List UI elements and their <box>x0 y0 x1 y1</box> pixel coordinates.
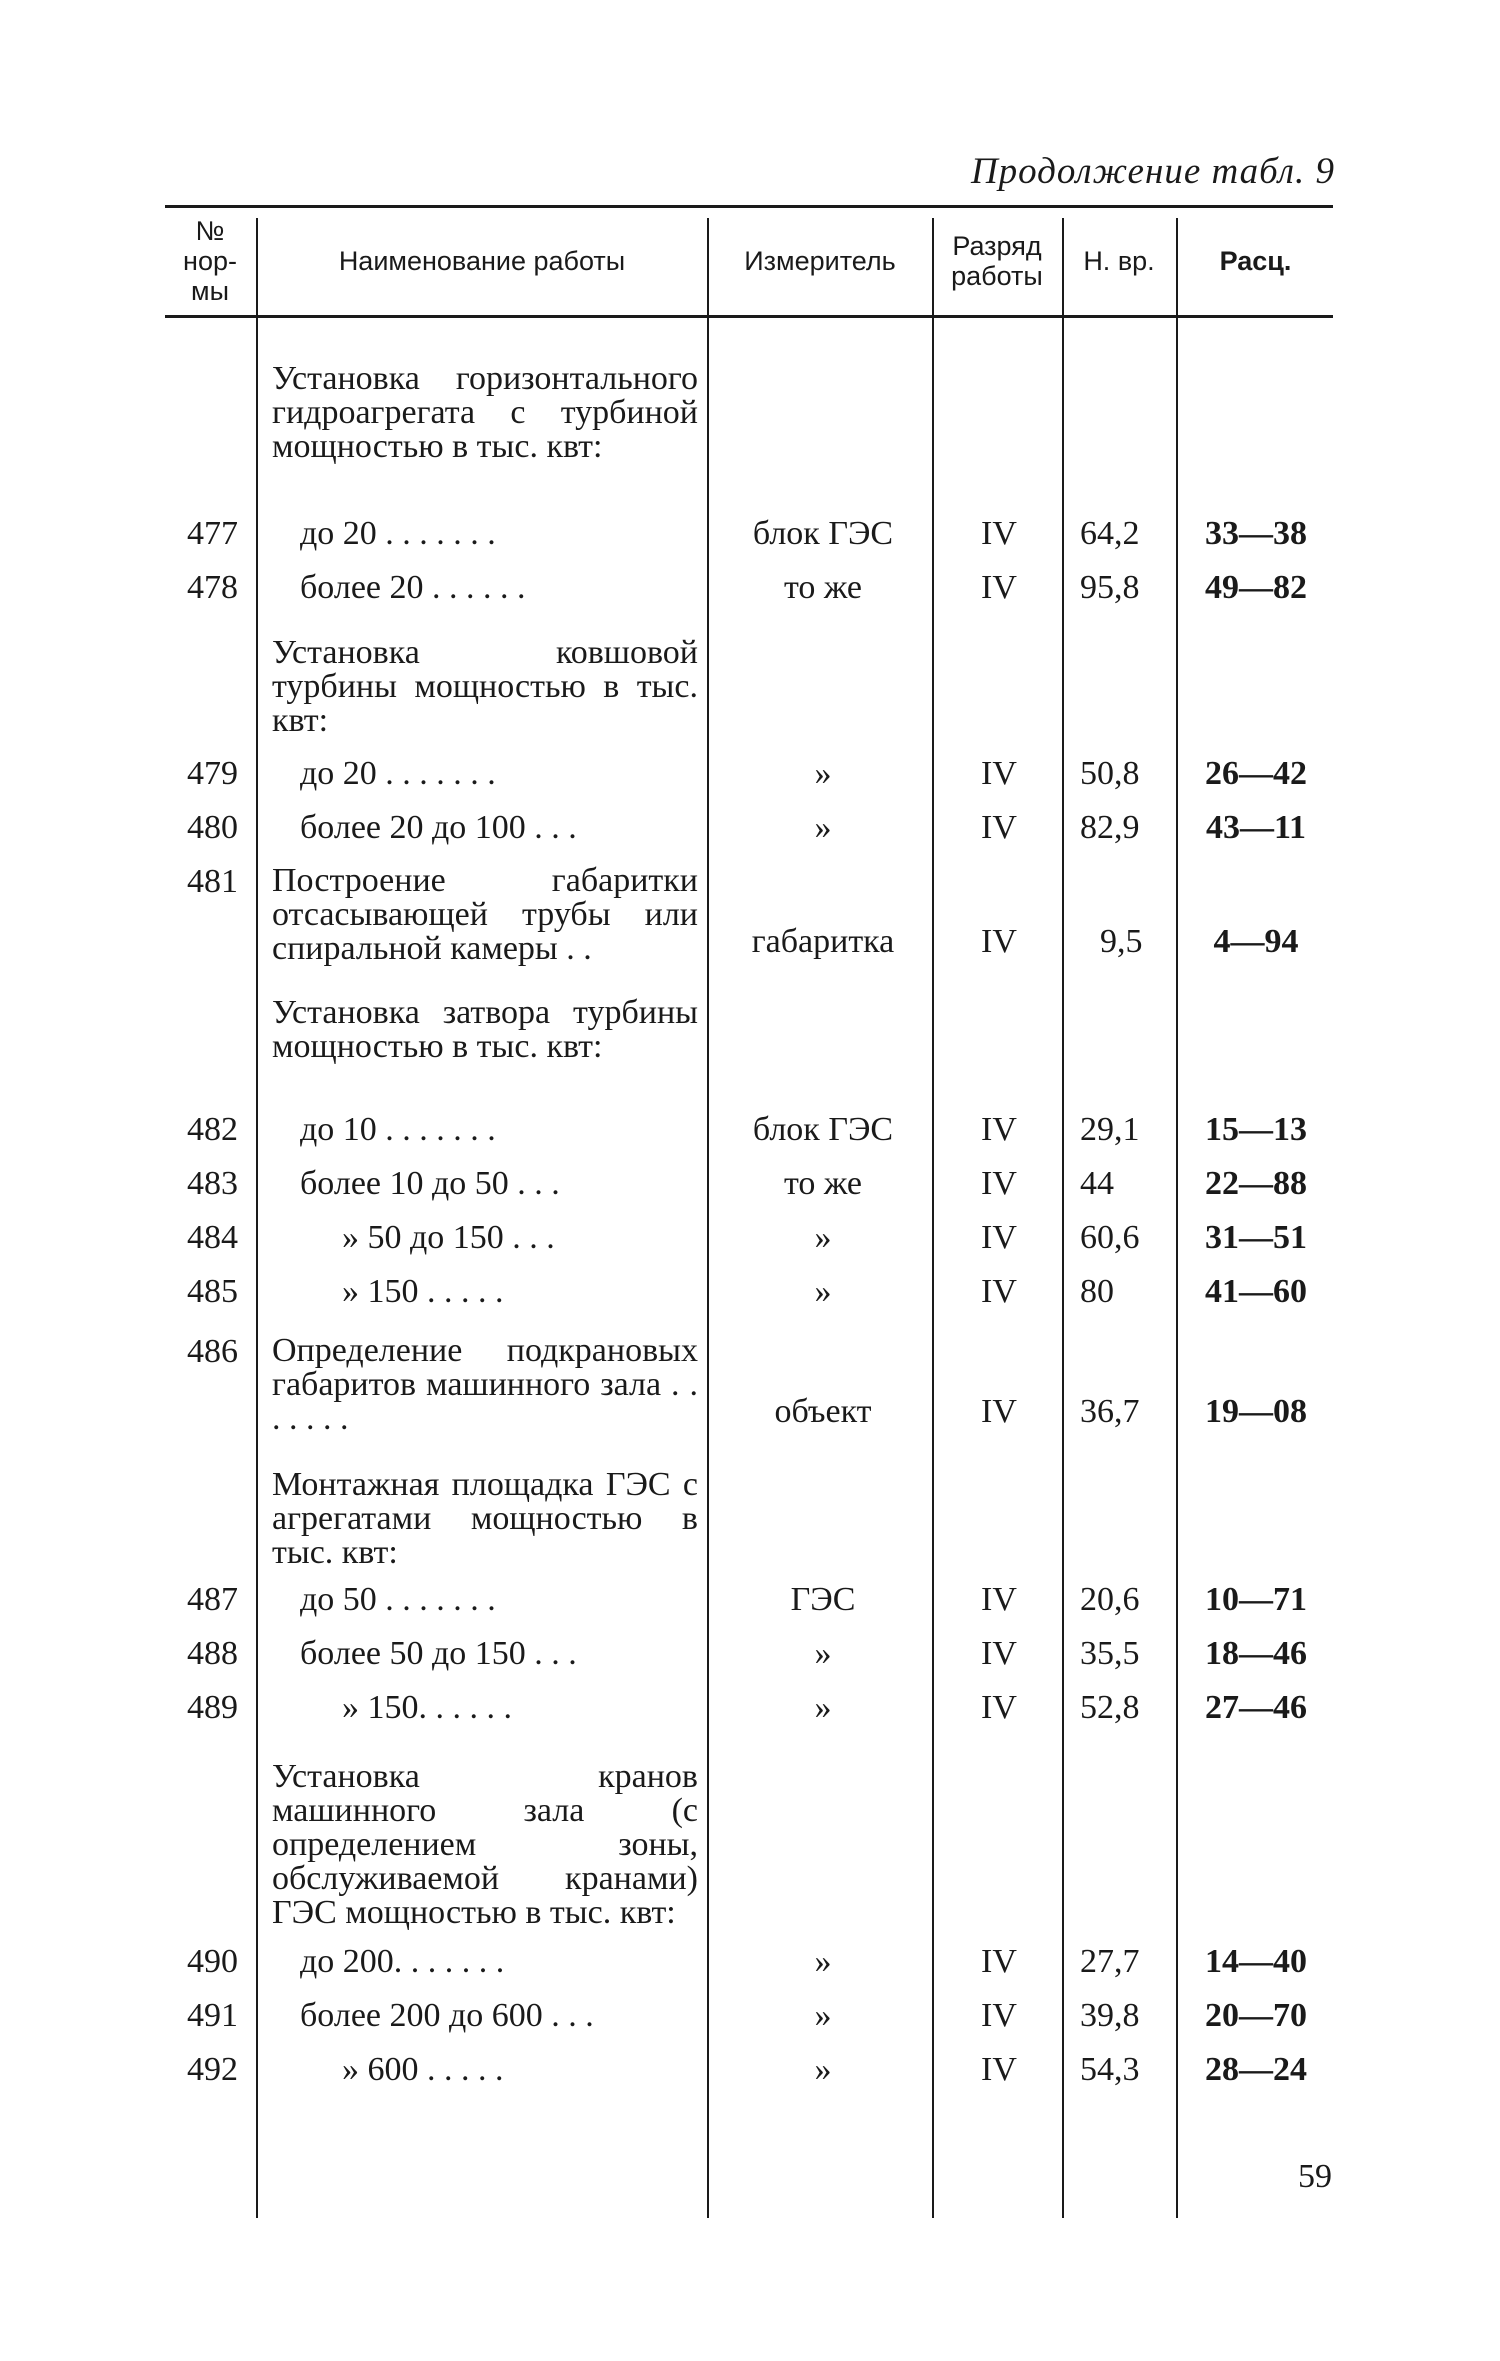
row-number: 489 <box>187 1689 238 1726</box>
table-top-rule <box>165 205 1333 208</box>
row-time: 50,8 <box>1080 755 1140 792</box>
row-grade: IV <box>981 923 1017 960</box>
row-rate: 18—46 <box>1205 1635 1307 1672</box>
row-number: 483 <box>187 1165 238 1202</box>
row-grade: IV <box>981 809 1017 846</box>
row-grade: IV <box>981 1581 1017 1618</box>
group-heading: Установка кранов машинного зала (с определением зоны, обслуживаемой кранами) ГЭС мощностью в тыс. квт: <box>272 1758 698 1931</box>
row-time: 29,1 <box>1080 1111 1140 1148</box>
row-name: более 20 . . . . . . <box>300 569 526 606</box>
row-measure: габаритка <box>751 923 895 960</box>
row-number: 490 <box>187 1943 238 1980</box>
header-time: Н. вр. <box>1083 246 1155 277</box>
column-divider <box>256 218 258 2218</box>
row-grade: IV <box>981 2051 1017 2088</box>
row-rate: 14—40 <box>1205 1943 1307 1980</box>
row-time: 54,3 <box>1080 2051 1140 2088</box>
row-time: 95,8 <box>1080 569 1140 606</box>
row-rate: 26—42 <box>1205 755 1307 792</box>
row-measure: » <box>814 755 832 792</box>
row-rate: 4—94 <box>1213 923 1299 960</box>
header-grade: Разряд работы <box>951 231 1043 291</box>
row-time: 27,7 <box>1080 1943 1140 1980</box>
group-heading: Монтажная площадка ГЭС с агрегатами мощностью в тыс. квт: <box>272 1466 698 1571</box>
row-time: 80 <box>1080 1273 1114 1310</box>
row-grade: IV <box>981 1393 1017 1430</box>
row-grade: IV <box>981 1635 1017 1672</box>
row-time: 44 <box>1080 1165 1114 1202</box>
row-number: 477 <box>187 515 238 552</box>
row-time: 36,7 <box>1080 1393 1140 1430</box>
row-grade: IV <box>981 755 1017 792</box>
row-name: » 600 . . . . . <box>342 2051 504 2088</box>
row-time: 39,8 <box>1080 1997 1140 2034</box>
page-number: 59 <box>1298 2158 1332 2195</box>
row-name: до 20 . . . . . . . <box>300 515 496 552</box>
row-name: до 20 . . . . . . . <box>300 755 496 792</box>
row-measure: блок ГЭС <box>752 515 894 552</box>
row-number: 478 <box>187 569 238 606</box>
row-name: » 150. . . . . . <box>342 1689 512 1726</box>
row-grade: IV <box>981 1273 1017 1310</box>
row-grade: IV <box>981 1689 1017 1726</box>
row-name: до 200. . . . . . . <box>300 1943 505 1980</box>
row-rate: 28—24 <box>1205 2051 1307 2088</box>
row-time: 35,5 <box>1080 1635 1140 1672</box>
group-heading: Установка ковшовой турбины мощностью в тыс. квт: <box>272 634 698 739</box>
row-name: до 10 . . . . . . . <box>300 1111 496 1148</box>
group-heading: Установка затвора турбины мощностью в тыс. квт: <box>272 994 698 1065</box>
table-header-rule <box>165 315 1333 318</box>
row-rate: 31—51 <box>1205 1219 1307 1256</box>
row-number: 485 <box>187 1273 238 1310</box>
row-measure: объект <box>774 1393 872 1430</box>
row-time: 64,2 <box>1080 515 1140 552</box>
row-rate: 22—88 <box>1205 1165 1307 1202</box>
header-measure: Измеритель <box>744 246 896 277</box>
row-time: 52,8 <box>1080 1689 1140 1726</box>
row-rate: 49—82 <box>1205 569 1307 606</box>
row-name: более 10 до 50 . . . <box>300 1165 560 1202</box>
row-measure: то же <box>783 1165 863 1202</box>
row-measure: » <box>814 809 832 846</box>
row-time: 9,5 <box>1100 923 1143 960</box>
row-measure: » <box>814 1219 832 1256</box>
row-number: 481 <box>187 863 238 900</box>
row-measure: » <box>814 1635 832 1672</box>
row-number: 487 <box>187 1581 238 1618</box>
row-name: более 50 до 150 . . . <box>300 1635 577 1672</box>
row-number: 479 <box>187 755 238 792</box>
row-number: 488 <box>187 1635 238 1672</box>
row-measure: ГЭС <box>790 1581 856 1618</box>
row-number: 482 <box>187 1111 238 1148</box>
row-number: 484 <box>187 1219 238 1256</box>
row-measure: » <box>814 1997 832 2034</box>
row-rate: 10—71 <box>1205 1581 1307 1618</box>
row-number: 480 <box>187 809 238 846</box>
row-number: 491 <box>187 1997 238 2034</box>
row-measure: блок ГЭС <box>752 1111 894 1148</box>
header-number: № нор-мы <box>183 216 237 306</box>
row-name: » 150 . . . . . <box>342 1273 504 1310</box>
row-rate: 27—46 <box>1205 1689 1307 1726</box>
row-grade: IV <box>981 1111 1017 1148</box>
row-grade: IV <box>981 1165 1017 1202</box>
group-heading: Установка горизонтального гидроагрегата с турбиной мощностью в тыс. квт: <box>272 360 698 465</box>
row-measure: то же <box>783 569 863 606</box>
row-grade: IV <box>981 1943 1017 1980</box>
row-rate: 43—11 <box>1205 809 1307 846</box>
row-name: Определение подкрановых габаритов машинного зала . . . . . . . <box>272 1332 698 1437</box>
row-name: более 200 до 600 . . . <box>300 1997 594 2034</box>
row-time: 20,6 <box>1080 1581 1140 1618</box>
row-name: Построение габаритки отсасывающей трубы или спиральной камеры . . <box>272 862 698 967</box>
row-time: 60,6 <box>1080 1219 1140 1256</box>
row-rate: 19—08 <box>1205 1393 1307 1430</box>
row-number: 492 <box>187 2051 238 2088</box>
row-grade: IV <box>981 1219 1017 1256</box>
page-heading: Продолжение табл. 9 <box>970 151 1335 192</box>
column-divider <box>1062 218 1064 2218</box>
row-rate: 20—70 <box>1205 1997 1307 2034</box>
row-rate: 33—38 <box>1205 515 1307 552</box>
row-name: более 20 до 100 . . . <box>300 809 577 846</box>
row-time: 82,9 <box>1080 809 1140 846</box>
row-rate: 41—60 <box>1205 1273 1307 1310</box>
row-measure: » <box>814 1943 832 1980</box>
header-rate: Расц. <box>1219 246 1292 277</box>
row-measure: » <box>814 1273 832 1310</box>
header-name: Наименование работы <box>338 246 626 277</box>
row-number: 486 <box>187 1333 238 1370</box>
row-measure: » <box>814 1689 832 1726</box>
row-rate: 15—13 <box>1205 1111 1307 1148</box>
row-name: до 50 . . . . . . . <box>300 1581 496 1618</box>
row-grade: IV <box>981 1997 1017 2034</box>
row-name: » 50 до 150 . . . <box>342 1219 555 1256</box>
row-measure: » <box>814 2051 832 2088</box>
row-grade: IV <box>981 569 1017 606</box>
column-divider <box>707 218 709 2218</box>
row-grade: IV <box>981 515 1017 552</box>
